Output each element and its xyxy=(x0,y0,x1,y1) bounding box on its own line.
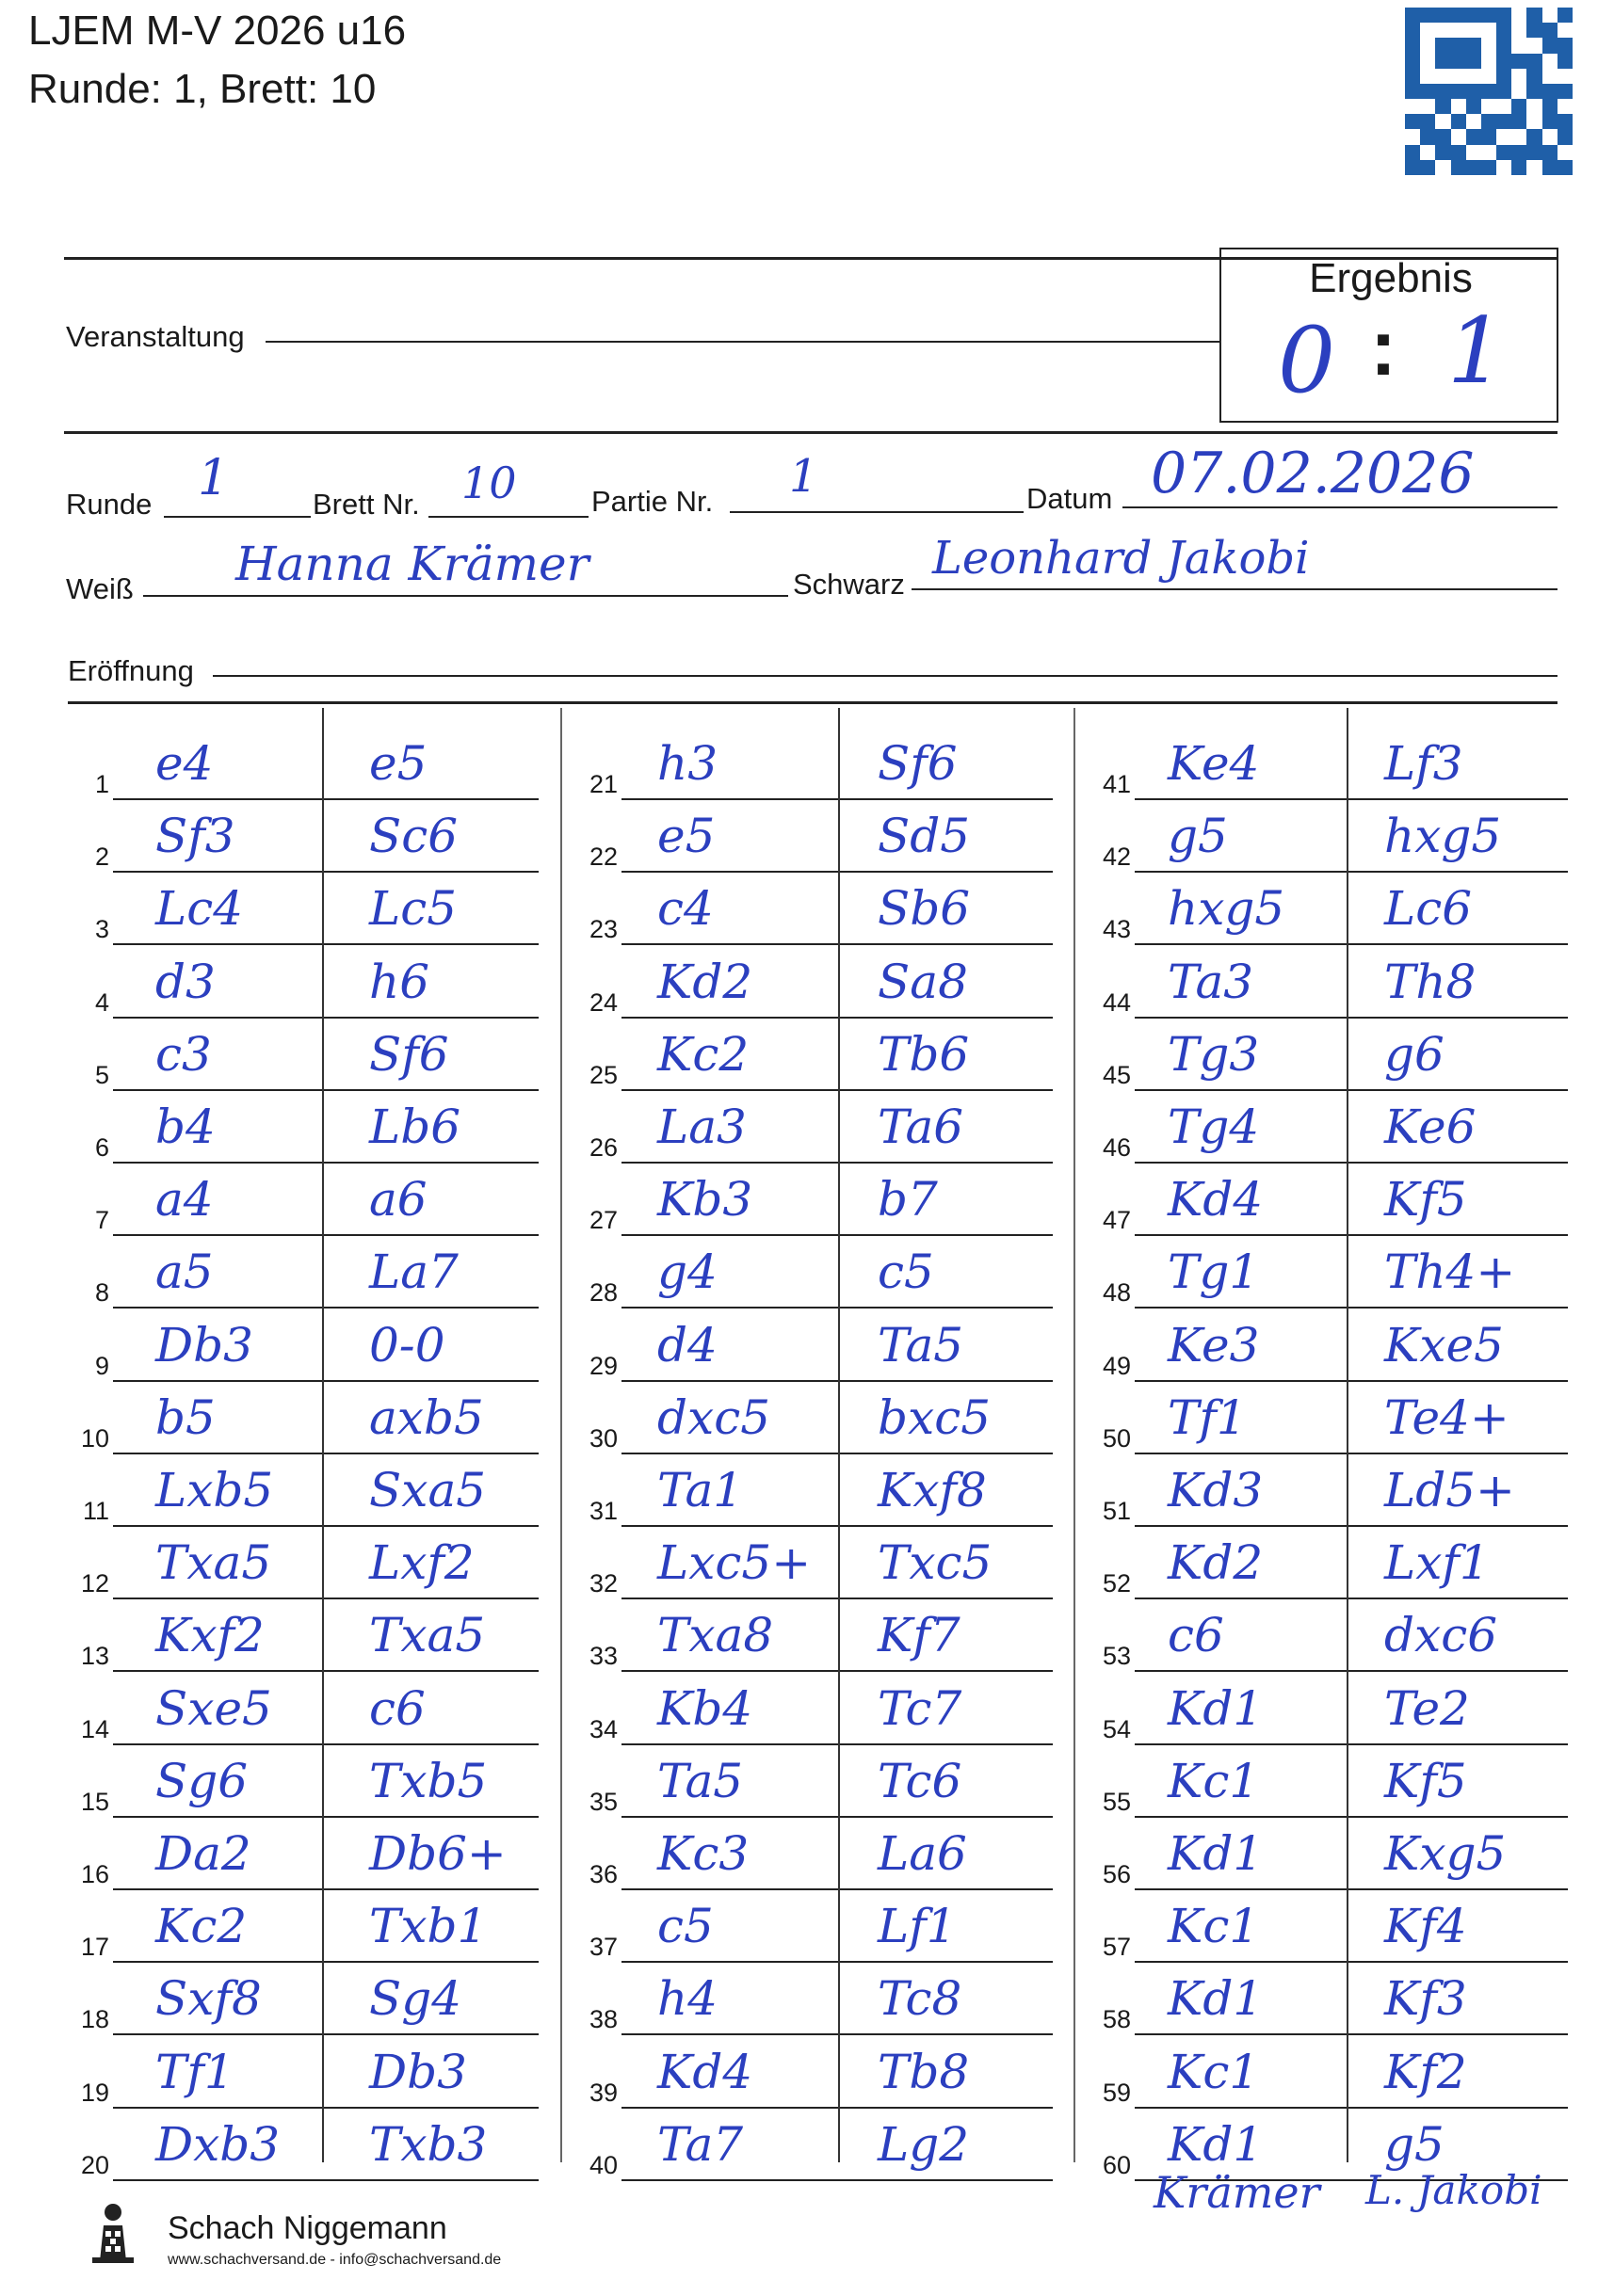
signature-black: L. Jakobi xyxy=(1365,2167,1542,2213)
move-row-line xyxy=(621,943,1053,945)
move-row-line xyxy=(113,2179,539,2181)
white-move[interactable]: Dxb3 xyxy=(155,2117,281,2172)
move-number: 43 xyxy=(1102,915,1131,943)
move-row-line xyxy=(621,2107,1053,2109)
move-row-line xyxy=(113,2033,539,2035)
white-move[interactable]: Kd1 xyxy=(1168,1681,1264,1736)
black-move[interactable]: La6 xyxy=(878,1826,967,1881)
move-number: 45 xyxy=(1102,1061,1131,1089)
black-move[interactable]: Sf6 xyxy=(878,736,958,791)
round-label: Runde xyxy=(66,488,153,521)
move-row-line xyxy=(113,943,539,945)
move-number: 19 xyxy=(80,2079,109,2107)
white-move[interactable]: d4 xyxy=(657,1318,718,1373)
black-move[interactable]: Th4+ xyxy=(1384,1244,1516,1299)
white-move[interactable]: Ta3 xyxy=(1168,955,1254,1009)
black-move[interactable]: c6 xyxy=(369,1681,426,1736)
move-number: 58 xyxy=(1102,2005,1131,2033)
move-number: 40 xyxy=(589,2151,618,2179)
game-value: 1 xyxy=(789,450,818,503)
move-number: 16 xyxy=(80,1860,109,1888)
move-row-line xyxy=(113,1961,539,1963)
white-move[interactable]: Lxb5 xyxy=(155,1463,274,1517)
block-divider xyxy=(1073,708,1075,2162)
black-move[interactable]: Lf3 xyxy=(1384,736,1463,791)
black-field[interactable] xyxy=(912,588,1558,590)
white-move[interactable]: Tf1 xyxy=(1168,1390,1247,1445)
black-move[interactable]: Lc6 xyxy=(1384,881,1473,936)
move-number: 44 xyxy=(1102,988,1131,1017)
move-number: 53 xyxy=(1102,1642,1131,1670)
move-number: 30 xyxy=(589,1424,618,1453)
white-move[interactable]: g4 xyxy=(657,1244,718,1299)
white-move[interactable]: Kb3 xyxy=(657,1172,753,1227)
black-move[interactable]: Sf6 xyxy=(369,1027,449,1082)
black-move[interactable]: dxc6 xyxy=(1384,1608,1498,1662)
move-number: 34 xyxy=(589,1715,618,1743)
move-number: 23 xyxy=(589,915,618,943)
black-value: Leonhard Jakobi xyxy=(932,532,1310,585)
black-move[interactable]: Te4+ xyxy=(1384,1390,1509,1445)
move-row-line xyxy=(113,1888,539,1890)
move-number: 49 xyxy=(1102,1352,1131,1380)
black-move[interactable]: Tc7 xyxy=(878,1681,962,1736)
white-move[interactable]: Tg3 xyxy=(1168,1027,1260,1082)
move-number: 55 xyxy=(1102,1788,1131,1816)
move-number: 18 xyxy=(80,2005,109,2033)
move-row-line xyxy=(621,1525,1053,1527)
move-number: 21 xyxy=(589,770,618,798)
move-row-line xyxy=(1135,2107,1568,2109)
move-row-line xyxy=(1135,1743,1568,1745)
black-move[interactable]: Kxg5 xyxy=(1384,1826,1507,1881)
move-number: 9 xyxy=(94,1352,109,1380)
board-field[interactable] xyxy=(428,516,589,518)
move-row-line xyxy=(113,1525,539,1527)
white-move[interactable]: dxc5 xyxy=(657,1390,771,1445)
black-move[interactable]: Te2 xyxy=(1384,1681,1470,1736)
result-separator: : xyxy=(1370,303,1396,392)
white-move[interactable]: Sf3 xyxy=(155,809,235,863)
black-move[interactable]: Db3 xyxy=(369,2045,467,2099)
move-row-line xyxy=(113,1598,539,1599)
white-move[interactable]: c6 xyxy=(1168,1608,1224,1662)
footer-contact: www.schachversand.de - info@schachversand.de xyxy=(168,2252,502,2268)
black-move[interactable]: Sg4 xyxy=(369,1971,462,2026)
white-move[interactable]: Kd3 xyxy=(1168,1463,1264,1517)
black-move[interactable]: Ta5 xyxy=(878,1318,964,1373)
black-move[interactable]: Sd5 xyxy=(878,809,971,863)
white-move[interactable]: Lxc5+ xyxy=(657,1535,812,1590)
white-move[interactable]: Sxf8 xyxy=(155,1971,262,2026)
black-move[interactable]: Tb8 xyxy=(878,2045,970,2099)
black-move[interactable]: Kf5 xyxy=(1384,1754,1467,1808)
move-row-line xyxy=(113,1743,539,1745)
black-move[interactable]: Sb6 xyxy=(878,881,971,936)
white-move[interactable]: Kd1 xyxy=(1168,2117,1264,2172)
white-label: Weiß xyxy=(66,572,134,605)
move-number: 20 xyxy=(80,2151,109,2179)
black-move[interactable]: g5 xyxy=(1384,2117,1445,2172)
move-row-line xyxy=(1135,1888,1568,1890)
move-number: 36 xyxy=(589,1860,618,1888)
move-row-line xyxy=(621,1380,1053,1382)
black-move[interactable]: Tc8 xyxy=(878,1971,962,2026)
move-number: 50 xyxy=(1102,1424,1131,1453)
move-row-line xyxy=(621,1598,1053,1599)
white-move[interactable]: c4 xyxy=(657,881,714,936)
black-label: Schwarz xyxy=(793,568,905,601)
move-number: 39 xyxy=(589,2079,618,2107)
black-move[interactable]: Lc5 xyxy=(369,881,458,936)
black-move[interactable]: Txb5 xyxy=(369,1754,488,1808)
move-row-line xyxy=(113,1017,539,1019)
move-row-line xyxy=(621,1234,1053,1236)
white-move[interactable]: b5 xyxy=(155,1390,216,1445)
date-field[interactable] xyxy=(1122,506,1558,508)
move-number: 42 xyxy=(1102,843,1131,871)
move-row-line xyxy=(621,1888,1053,1890)
move-number: 8 xyxy=(94,1278,109,1307)
white-move[interactable]: Kc1 xyxy=(1168,1754,1260,1808)
move-number: 56 xyxy=(1102,1860,1131,1888)
white-move[interactable]: Ta5 xyxy=(657,1754,744,1808)
white-move[interactable]: Tf1 xyxy=(155,2045,234,2099)
move-row-line xyxy=(621,871,1053,873)
page-subtitle: Runde: 1, Brett: 10 xyxy=(28,66,377,112)
move-row-line xyxy=(1135,1453,1568,1454)
move-number: 37 xyxy=(589,1933,618,1961)
black-move[interactable]: a6 xyxy=(369,1172,428,1227)
white-move[interactable]: Ta1 xyxy=(657,1463,744,1517)
white-move[interactable]: Kc1 xyxy=(1168,2045,1260,2099)
move-row-line xyxy=(113,1089,539,1091)
move-number: 27 xyxy=(589,1206,618,1234)
move-number: 7 xyxy=(94,1206,109,1234)
black-move[interactable]: Lg2 xyxy=(878,2117,970,2172)
white-move[interactable]: Txa8 xyxy=(657,1608,774,1662)
move-row-line xyxy=(113,2107,539,2109)
move-number: 47 xyxy=(1102,1206,1131,1234)
move-number: 17 xyxy=(80,1933,109,1961)
black-move[interactable]: Tc6 xyxy=(878,1754,962,1808)
move-row-line xyxy=(113,1816,539,1818)
opening-label: Eröffnung xyxy=(68,654,194,687)
move-row-line xyxy=(621,1816,1053,1818)
move-row-line xyxy=(1135,1234,1568,1236)
event-field[interactable] xyxy=(266,341,1220,343)
page-title: LJEM M-V 2026 u16 xyxy=(28,8,407,54)
move-row-line xyxy=(621,1089,1053,1091)
move-row-line xyxy=(621,798,1053,800)
move-row-line xyxy=(113,1380,539,1382)
move-number: 31 xyxy=(589,1497,618,1525)
move-row-line xyxy=(621,1307,1053,1309)
move-number: 35 xyxy=(589,1788,618,1816)
white-move[interactable]: Sg6 xyxy=(155,1754,249,1808)
white-move[interactable]: Lc4 xyxy=(155,881,244,936)
white-move[interactable]: Sxe5 xyxy=(155,1681,272,1736)
move-row-line xyxy=(1135,1307,1568,1309)
white-move[interactable]: Kd1 xyxy=(1168,1971,1264,2026)
move-number: 13 xyxy=(80,1642,109,1670)
white-move[interactable]: Tg1 xyxy=(1168,1244,1260,1299)
result-box xyxy=(1219,248,1558,423)
move-row-line xyxy=(621,2179,1053,2181)
move-row-line xyxy=(1135,943,1568,945)
black-move[interactable]: Ke6 xyxy=(1384,1100,1477,1154)
move-number: 41 xyxy=(1102,770,1131,798)
black-move[interactable]: Lxf1 xyxy=(1384,1535,1490,1590)
move-row-line xyxy=(621,1670,1053,1672)
white-move[interactable]: d3 xyxy=(155,955,216,1009)
black-move[interactable]: Lxf2 xyxy=(369,1535,475,1590)
move-number: 51 xyxy=(1102,1497,1131,1525)
game-field[interactable] xyxy=(730,511,1024,513)
black-move[interactable]: Tb6 xyxy=(878,1027,970,1082)
white-field[interactable] xyxy=(143,595,788,597)
white-move[interactable]: e4 xyxy=(155,736,214,791)
move-row-line xyxy=(1135,1525,1568,1527)
qr-code-icon xyxy=(1405,8,1573,175)
black-move[interactable]: La7 xyxy=(369,1244,459,1299)
black-move[interactable]: 0-0 xyxy=(369,1318,445,1373)
move-number: 5 xyxy=(94,1061,109,1089)
white-move[interactable]: h4 xyxy=(657,1971,718,2026)
black-move[interactable]: hxg5 xyxy=(1384,809,1502,863)
black-move[interactable]: Lf1 xyxy=(878,1899,957,1953)
move-number: 6 xyxy=(94,1133,109,1162)
move-number: 22 xyxy=(589,843,618,871)
date-value: 07.02.2026 xyxy=(1151,441,1475,506)
black-move[interactable]: Kf4 xyxy=(1384,1899,1467,1953)
black-move[interactable]: Kf5 xyxy=(1384,1172,1467,1227)
move-number: 24 xyxy=(589,988,618,1017)
white-move[interactable]: c5 xyxy=(657,1899,714,1953)
move-row-line xyxy=(1135,1017,1568,1019)
move-number: 14 xyxy=(80,1715,109,1743)
move-row-line xyxy=(113,1670,539,1672)
move-number: 3 xyxy=(94,915,109,943)
black-move[interactable]: Kf3 xyxy=(1384,1971,1467,2026)
move-number: 33 xyxy=(589,1642,618,1670)
black-move[interactable]: Db6+ xyxy=(369,1826,507,1881)
black-move[interactable]: e5 xyxy=(369,736,428,791)
black-move[interactable]: c5 xyxy=(878,1244,934,1299)
black-move[interactable]: Kxf8 xyxy=(878,1463,987,1517)
move-row-line xyxy=(621,1961,1053,1963)
black-move[interactable]: Txc5 xyxy=(878,1535,993,1590)
black-move[interactable]: Ld5+ xyxy=(1384,1463,1515,1517)
move-row-line xyxy=(621,1162,1053,1164)
black-move[interactable]: g6 xyxy=(1384,1027,1445,1082)
white-move[interactable]: Kb4 xyxy=(657,1681,753,1736)
black-move[interactable]: bxc5 xyxy=(878,1390,992,1445)
white-move[interactable]: Da2 xyxy=(155,1826,251,1881)
move-row-line xyxy=(113,1307,539,1309)
black-move[interactable]: Sc6 xyxy=(369,809,459,863)
move-number: 29 xyxy=(589,1352,618,1380)
move-row-line xyxy=(113,1453,539,1454)
white-move[interactable]: Tg4 xyxy=(1168,1100,1260,1154)
white-move[interactable]: e5 xyxy=(657,809,716,863)
move-number: 32 xyxy=(589,1569,618,1598)
white-move[interactable]: Kc2 xyxy=(155,1899,248,1953)
white-move[interactable]: Txa5 xyxy=(155,1535,272,1590)
move-number: 4 xyxy=(94,988,109,1017)
white-move[interactable]: Kd1 xyxy=(1168,1826,1264,1881)
white-move[interactable]: Kxf2 xyxy=(155,1608,265,1662)
move-number: 57 xyxy=(1102,1933,1131,1961)
signature-white: Krämer xyxy=(1154,2167,1320,2218)
move-number: 52 xyxy=(1102,1569,1131,1598)
black-move[interactable]: Kf2 xyxy=(1384,2045,1467,2099)
footer-brand: Schach Niggemann xyxy=(168,2210,447,2246)
white-move[interactable]: La3 xyxy=(657,1100,747,1154)
move-row-line xyxy=(621,2033,1053,2035)
black-move[interactable]: b7 xyxy=(878,1172,938,1227)
white-move[interactable]: Kd4 xyxy=(657,2045,753,2099)
white-move[interactable]: a4 xyxy=(155,1172,214,1227)
move-row-line xyxy=(113,798,539,800)
board-label: Brett Nr. xyxy=(313,488,420,521)
black-move[interactable]: Txb1 xyxy=(369,1899,488,1953)
move-row-line xyxy=(1135,1162,1568,1164)
black-move[interactable]: Txb3 xyxy=(369,2117,488,2172)
move-number: 1 xyxy=(94,770,109,798)
white-move[interactable]: Kc3 xyxy=(657,1826,750,1881)
move-number: 10 xyxy=(80,1424,109,1453)
white-move[interactable]: c3 xyxy=(155,1027,212,1082)
white-move[interactable]: Kc1 xyxy=(1168,1899,1260,1953)
white-move[interactable]: Kd2 xyxy=(1168,1535,1264,1590)
black-move[interactable]: Sxa5 xyxy=(369,1463,487,1517)
move-number: 28 xyxy=(589,1278,618,1307)
board-value: 10 xyxy=(461,458,517,508)
black-move[interactable]: Ta6 xyxy=(878,1100,964,1154)
white-move[interactable]: b4 xyxy=(155,1100,216,1154)
white-move[interactable]: Kc2 xyxy=(657,1027,750,1082)
move-row-line xyxy=(621,1453,1053,1454)
move-row-line xyxy=(1135,1089,1568,1091)
black-move[interactable]: Lb6 xyxy=(369,1100,461,1154)
move-row-line xyxy=(1135,1816,1568,1818)
move-row-line xyxy=(1135,1598,1568,1599)
white-move[interactable]: h3 xyxy=(657,736,718,791)
move-number: 12 xyxy=(80,1569,109,1598)
result-label: Ergebnis xyxy=(1309,255,1473,301)
round-value: 1 xyxy=(198,450,230,506)
move-number: 25 xyxy=(589,1061,618,1089)
white-move[interactable]: Ke3 xyxy=(1168,1318,1260,1373)
white-move[interactable]: Ta7 xyxy=(657,2117,744,2172)
game-label: Partie Nr. xyxy=(591,485,714,518)
move-row-line xyxy=(1135,2033,1568,2035)
black-move[interactable]: Kxe5 xyxy=(1384,1318,1504,1373)
event-label: Veranstaltung xyxy=(66,320,245,353)
move-number: 48 xyxy=(1102,1278,1131,1307)
black-move[interactable]: axb5 xyxy=(369,1390,484,1445)
white-move[interactable]: hxg5 xyxy=(1168,881,1285,936)
move-number: 2 xyxy=(94,843,109,871)
black-move[interactable]: Txa5 xyxy=(369,1608,486,1662)
black-move[interactable]: h6 xyxy=(369,955,430,1009)
round-field[interactable] xyxy=(164,516,311,518)
move-row-line xyxy=(621,1017,1053,1019)
opening-field[interactable] xyxy=(213,675,1558,677)
move-row-line xyxy=(113,1234,539,1236)
move-row-line xyxy=(621,1743,1053,1745)
move-number: 11 xyxy=(82,1497,109,1525)
move-row-line xyxy=(1135,798,1568,800)
move-number: 15 xyxy=(80,1788,109,1816)
move-row-line xyxy=(1135,1670,1568,1672)
black-move[interactable]: Sa8 xyxy=(878,955,968,1009)
result-white: 0 xyxy=(1278,308,1336,413)
column-divider xyxy=(1347,708,1348,2162)
move-row-line xyxy=(1135,871,1568,873)
move-row-line xyxy=(1135,1380,1568,1382)
move-number: 26 xyxy=(589,1133,618,1162)
white-move[interactable]: Ke4 xyxy=(1168,736,1260,791)
move-row-line xyxy=(113,1162,539,1164)
black-move[interactable]: Kf7 xyxy=(878,1608,960,1662)
divider xyxy=(64,431,1558,434)
block-divider xyxy=(560,708,562,2162)
chess-logo-icon xyxy=(79,2199,147,2267)
column-divider xyxy=(838,708,840,2162)
white-move[interactable]: a5 xyxy=(155,1244,214,1299)
move-row-line xyxy=(1135,1961,1568,1963)
black-move[interactable]: Th8 xyxy=(1384,955,1477,1009)
result-black: 1 xyxy=(1447,298,1506,404)
white-move[interactable]: Db3 xyxy=(155,1318,253,1373)
white-move[interactable]: Kd4 xyxy=(1168,1172,1264,1227)
move-row-line xyxy=(113,871,539,873)
white-value: Hanna Krämer xyxy=(235,537,589,591)
move-number: 60 xyxy=(1102,2151,1131,2179)
white-move[interactable]: Kd2 xyxy=(657,955,753,1009)
move-number: 46 xyxy=(1102,1133,1131,1162)
move-number: 59 xyxy=(1102,2079,1131,2107)
date-label: Datum xyxy=(1026,482,1113,515)
column-divider xyxy=(322,708,324,2162)
white-move[interactable]: g5 xyxy=(1168,809,1228,863)
divider xyxy=(68,701,1558,704)
move-number: 54 xyxy=(1102,1715,1131,1743)
move-number: 38 xyxy=(589,2005,618,2033)
